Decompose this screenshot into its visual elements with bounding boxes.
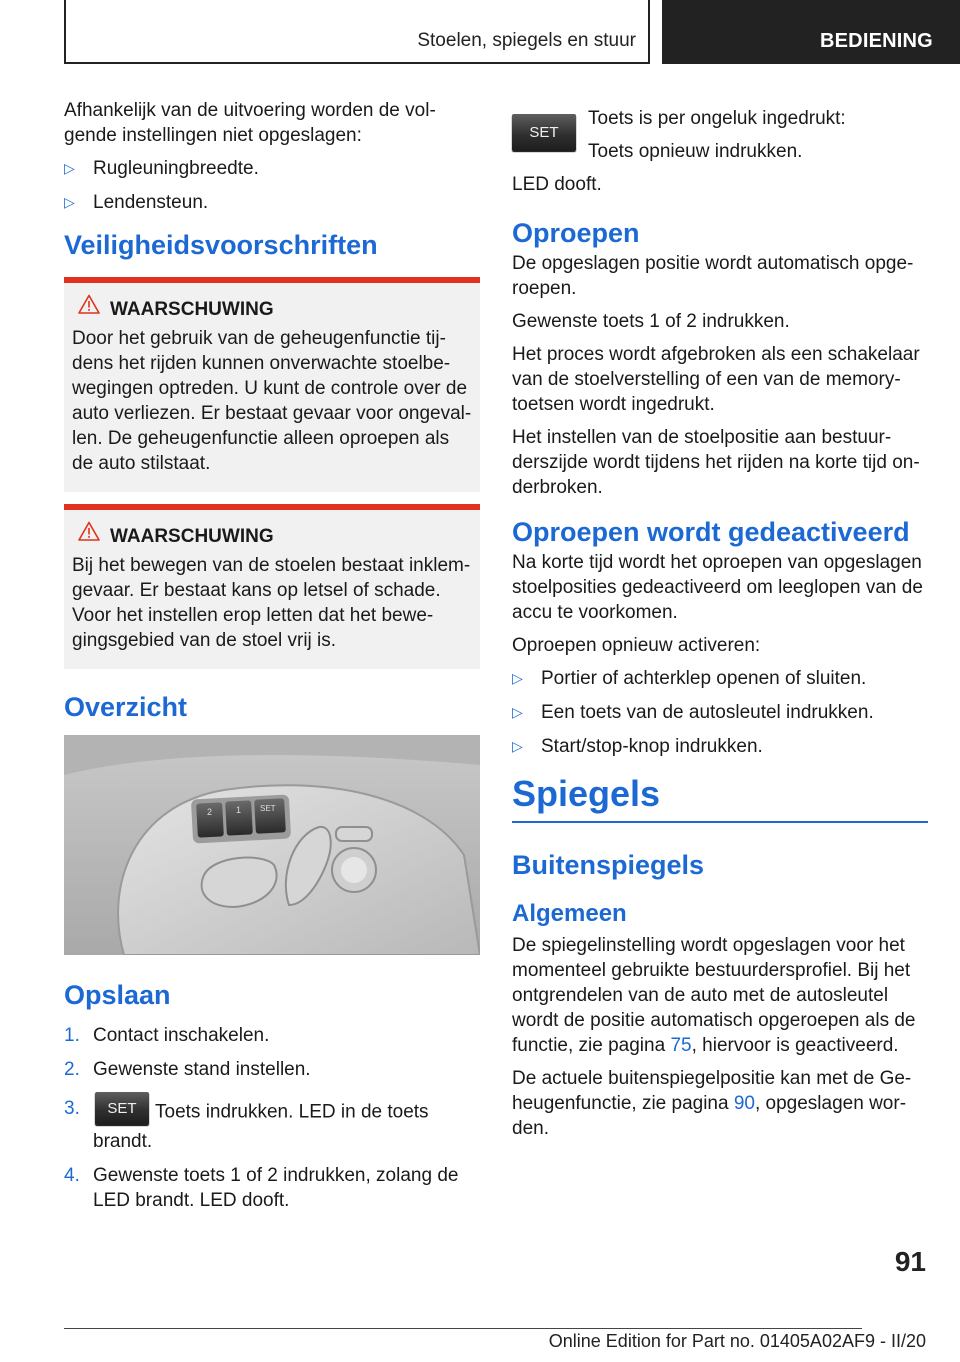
photo-button-label: 1 <box>236 805 242 815</box>
recall-heading: Oproepen <box>512 218 640 248</box>
save-heading: Opslaan <box>64 980 171 1010</box>
page-link-75[interactable]: 75 <box>670 1035 692 1056</box>
led-off-text: LED dooft. <box>512 174 602 195</box>
set-button-icon: SET <box>95 1092 149 1125</box>
save-steps-list <box>64 1023 480 1213</box>
list-item: ▷ Portier of achterklep openen of sluiten. <box>512 668 867 689</box>
header-section-title: Stoelen, spiegels en stuur <box>417 30 636 51</box>
triangle-bullet-icon: ▷ <box>64 160 75 176</box>
warning-text: Door het gebruik van de geheugenfunctie tij-dens het rijden kunnen onverwachte stoelbe-wegingen optreden. U kunt de controle over de auto verliezen. Er bestaat gevaar voor ongeval-len. De geheugenfunctie alleen oproepen als de auto stilstaat. <box>72 328 472 474</box>
intro-bullet-list <box>64 156 480 215</box>
intro-text: Afhankelijk van de uitvoering worden de vol-gende instellingen niet opgeslagen: <box>64 100 436 146</box>
header-section-box <box>64 0 650 64</box>
list-item: 1. Contact inschakelen. <box>64 1025 270 1046</box>
heading-rule <box>512 821 928 823</box>
photo-button-label: 2 <box>207 807 213 817</box>
set-button-note: SET Toets is per ongeluk ingedrukt: Toets opnieuw indrukken. <box>512 106 928 164</box>
list-item: ▷ Rugleuningbreedte. <box>64 158 259 179</box>
warning-triangle-icon <box>78 294 100 314</box>
list-item: ▷ Lendensteun. <box>64 192 209 213</box>
triangle-bullet-icon: ▷ <box>512 704 523 720</box>
list-item: 4. Gewenste toets 1 of 2 indrukken, zolang de LED brandt. LED dooft. <box>64 1165 459 1211</box>
overview-heading: Overzicht <box>64 692 188 722</box>
list-item: 2. Gewenste stand instellen. <box>64 1059 311 1080</box>
triangle-bullet-icon: ▷ <box>64 194 75 210</box>
deactivated-heading: Oproepen wordt gedeactiveerd <box>512 517 910 547</box>
general-paragraph: De spiegelinstelling wordt opgeslagen voor het momenteel gebruikte bestuurdersprofiel. Bij het ontgrendelen van de auto met de autosleutel wordt de positie automatisch opgeroepen als de functie, zie pagina 75, hiervoor is geactiveerd. <box>512 935 916 1056</box>
warning-triangle-icon <box>78 521 100 541</box>
list-item: 3. SET Toets indrukken. LED in de toets brandt. <box>64 1096 480 1154</box>
footer-edition: Online Edition for Part no. 01405A02AF9 - II/20 <box>548 1331 926 1351</box>
header-chapter-tab <box>662 0 960 64</box>
seat-memory-controls-photo <box>64 735 480 955</box>
list-item: ▷ Start/stop-knop indrukken. <box>512 736 763 757</box>
set-button-icon: SET <box>512 114 576 151</box>
general-heading: Algemeen <box>512 900 627 927</box>
warning-title: WAARSCHUWING <box>72 524 472 549</box>
photo-button-label: SET <box>260 804 276 813</box>
footer-rule <box>64 1328 862 1329</box>
general-paragraph: De actuele buitenspiegelpositie kan met de Ge-heugenfunctie, zie pagina 90, opgeslagen wor-den. <box>512 1068 912 1139</box>
triangle-bullet-icon: ▷ <box>512 738 523 754</box>
triangle-bullet-icon: ▷ <box>512 670 523 686</box>
list-item: ▷ Een toets van de autosleutel indrukken. <box>512 702 874 723</box>
page-number: 91 <box>894 1246 926 1277</box>
outside-mirrors-heading: Buitenspiegels <box>512 850 705 880</box>
safety-heading: Veiligheidsvoorschriften <box>64 230 378 260</box>
left-column <box>64 98 480 1222</box>
warning-box <box>64 504 480 669</box>
warning-title: WAARSCHUWING <box>72 297 472 322</box>
header-chapter-title: BEDIENING <box>820 30 933 52</box>
right-column: SET Toets is per ongeluk ingedrukt: Toets opnieuw indrukken. LED dooft. Oproepen De opgeslagen positie wordt automatisch opge-roepen. Gewenste toets 1 of 2 indrukken. Het proces wordt afgebroken als een schakelaar van de stoelverstelling of een van de memory-toetsen wordt ingedrukt. Het instellen van de stoelpositie aan bestuur-derszijde wordt tijdens het rijden na korte tijd on-derbroken. Oproepen wordt gedeactiveerd Na korte tijd wordt het oproepen van opgeslagen stoelposities gedeactiveerd om leeglopen van de accu te voorkomen. Oproepen opnieuw activeren: ▷ Portier of achterklep openen of sluiten. ▷ Een toets van de autosleutel indrukken. ▷ Start/stop-knop indrukken. Spiegels Buitenspiegels Algemeen De spiegelinstelling wordt opgeslagen voor het momenteel gebruikte bestuurdersprofiel. Bij het ontgrendelen van de auto met de autosleutel wordt de positie automatisch opgeroepen als de functie, zie pagina 75, hiervoor is geactiveerd. De actuele buitenspiegelpositie kan met de Ge-heugenfunctie, zie pagina 90, opgeslagen wor-den. <box>512 106 928 1149</box>
warning-text: Bij het bewegen van de stoelen bestaat inklem-gevaar. Er bestaat kans op letsel of schade. Voor het instellen erop letten dat het bewe-gingsgebied van de stoel vrij is. <box>72 555 471 651</box>
warning-box <box>64 277 480 492</box>
reactivate-bullet-list <box>512 666 928 759</box>
page-link-90[interactable]: 90 <box>733 1093 755 1114</box>
mirrors-heading: Spiegels <box>512 773 661 814</box>
